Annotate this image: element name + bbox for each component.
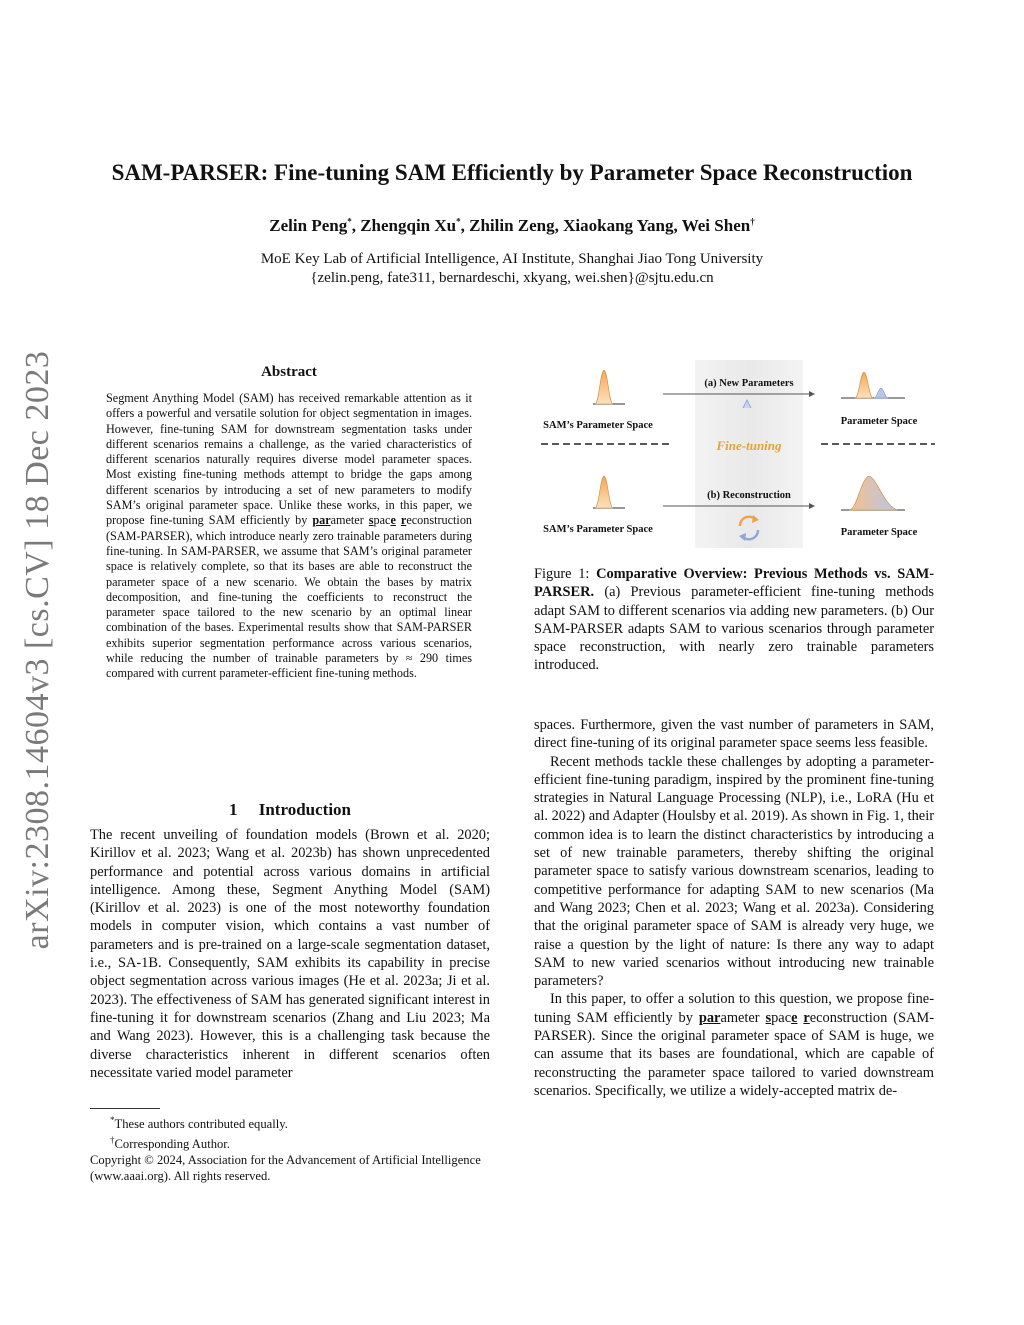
footnote-dagger-mark: †	[110, 1135, 115, 1146]
introduction-text: The recent unveiling of foundation models (Brown et al. 2020; Kirillov et al. 2023; Wang et al. 2023b) has shown unprecedented performance and potential across various domains in artificial intelligence. Among these, Segment Anything Model (SAM) (Kirillov et al. 2023) is one of the most noteworthy foundation models in computer vision, which contains a vast number of parameters and is pre-trained on a large-scale segmentation dataset, i.e., SA-1B. Consequently, SAM exhibits its capability in precise object segmentation across various images (He et al. 2023a; Ji et al. 2023). The effectiveness of SAM has generated significant interest in fine-tuning it for downstream scenarios (Zhang and Liu 2023; Ma and Wang 2023). However, this is a challenging task because the diverse characteristics inherent in different scenarios often necessitate varied model parameter	[90, 827, 490, 1081]
acronym-par: par	[312, 513, 331, 528]
arxiv-identifier	[8, 350, 68, 950]
acronym-e-2: e	[791, 1009, 798, 1026]
paper-title: SAM-PARSER: Fine-tuning SAM Efficiently by Parameter Space Reconstruction	[111, 160, 913, 185]
arxiv-id-text: arXiv:2308.14604v3 [cs.CV] 18 Dec 2023	[19, 350, 56, 950]
abstract-pac: pac	[373, 513, 391, 528]
sam-space-top-label: SAM’s Parameter Space	[543, 420, 653, 431]
param-space-bottom-plot	[841, 476, 905, 510]
paragraph-3	[534, 990, 934, 1100]
section-heading-introduction: 1 Introduction	[228, 800, 351, 819]
p3-ameter: ameter	[720, 1009, 766, 1026]
abstract-part-2: econstruction (SAM-PARSER), which introduce nearly zero trainable parameters during fine-tuning. In SAM-PARSER, we assume that SAM’s original parameter space is relatively complete, so that its bases are able to reconstruct the parameter space of a new scenario. We obtain the bases by matrix decomposition, and fine-tuning the coefficients to reconstruct the parameter space tailored to the new scenario by an optimal linear combination of the bases. Experimental results show that SAM-PARSER exhibits superior segmentation performance across various scenarios, while reducing the number of trainable parameters by ≈ 290 times compared with current parameter-efficient fine-tuning methods.	[106, 513, 473, 681]
figure-1	[533, 360, 937, 555]
author-1: Zelin Peng	[269, 216, 348, 235]
footnote-equal	[90, 1112, 490, 1132]
caption-prefix: Figure 1:	[534, 566, 597, 582]
caption-text: (a) Previous parameter-efficient fine-tuning methods adapt SAM to different scenarios via adding new parameters. (b) Our SAM-PARSER adapts SAM to various scenarios through parameter space reconstruction, with nearly zero trainable parameters introduced.	[534, 584, 934, 674]
equal-contrib-mark-2: *	[456, 216, 461, 227]
sam-space-top-plot	[593, 370, 625, 404]
paragraph-2: Recent methods tackle these challenges by adopting a parameter-efficient fine-tuning paradigm, inspired by the prominent fine-tuning strategies in Natural Language Processing (NLP), i.e., LoRA (Hu et al. 2022) and Adapter (Houlsby et al. 2019). As shown in Fig. 1, their common idea is to learn the distinct characteristics by introducing a set of new trainable parameters, thereby shifting the original parameter space to satisfy various downstream scenarios, leading to competitive performance for adapting SAM to new scenarios (Ma and Wang 2023; Chen et al. 2023; Wang et al. 2023a). Considering that the original parameter space of SAM is already very huge, we raise a question by the light of nature: Is there any way to adapt SAM to new varied scenarios without introducing new trainable parameters?	[534, 753, 934, 990]
abstract-part-1: Segment Anything Model (SAM) has received remarkable attention as it offers a powerful and versatile solution for object segmentation in images. However, fine-tuning SAM for downstream segmentation tasks under different scenarios remains a challenge, as the varied characteristics of different scenarios naturally requires diverse model parameter spaces. Most existing fine-tuning methods attempt to bridge the gaps among different scenarios by introducing a set of new parameters to modify SAM’s original parameter space. Unlike these works, in this paper, we propose fine-tuning SAM efficiently by	[106, 391, 472, 528]
equal-contrib-mark: *	[347, 216, 352, 227]
acronym-s-2: s	[765, 1009, 772, 1026]
acronym-r: r	[400, 513, 407, 528]
acronym-r-2: r	[803, 1009, 810, 1026]
acronym-s: s	[368, 513, 374, 528]
acronym-par-2: par	[698, 1009, 721, 1026]
footnote-corresponding-text: Corresponding Author.	[114, 1137, 230, 1152]
p3-pac: pac	[771, 1009, 792, 1026]
figure-1-caption	[534, 565, 934, 675]
footnote-equal-text: These authors contributed equally.	[114, 1117, 288, 1132]
abstract-ameter: ameter	[330, 513, 369, 528]
p3-part-2: econstruction (SAM-PARSER). Since the original parameter space of SAM is huge, we can assume that its bases are foundational, which are capable of reconstructing the parameter space tailored to varied downstream scenarios. Specifically, we utilize a widely-accepted matrix de-	[534, 1009, 934, 1099]
affiliation-block	[60, 250, 964, 288]
fine-tuning-label: Fine-tuning	[716, 438, 782, 453]
figure-1-diagram	[533, 360, 937, 555]
right-column-text	[534, 716, 934, 1100]
footnote-star-mark: *	[110, 1115, 115, 1125]
label-a-new-parameters: (a) New Parameters	[704, 378, 794, 389]
param-space-top-label: Parameter Space	[840, 416, 918, 427]
abstract-heading: Abstract	[261, 364, 317, 380]
author-list: Zelin Peng*, Zhengqin Xu*, Zhilin Zeng, Xiaokang Yang, Wei Shen†	[269, 216, 755, 235]
sam-space-bottom-plot	[593, 476, 625, 508]
emails: {zelin.peng, fate311, bernardeschi, xkyang, wei.shen}@sjtu.edu.cn	[310, 270, 714, 286]
abstract-text	[106, 391, 472, 682]
copyright-notice: Copyright © 2024, Association for the Advancement of Artificial Intelligence (www.aaai.org). All rights reserved.	[90, 1153, 481, 1184]
footnote-rule	[90, 1108, 160, 1109]
param-space-top-plot	[841, 372, 905, 398]
footnotes	[90, 1112, 490, 1184]
paragraph-1: spaces. Furthermore, given the vast number of parameters in SAM, direct fine-tuning of its original parameter space seems less feasible.	[534, 717, 934, 752]
sam-space-bottom-label: SAM’s Parameter Space	[543, 524, 653, 535]
acronym-e: e	[390, 513, 396, 528]
footnote-corresponding	[90, 1132, 490, 1152]
corresponding-mark: †	[750, 216, 755, 227]
p3-part-1: In this paper, to offer a solution to this question, we propose fine-tuning SAM efficiently by	[534, 991, 934, 1026]
param-space-bottom-label: Parameter Space	[840, 527, 918, 538]
author-2: Zhengqin Xu	[360, 216, 457, 235]
affiliation: MoE Key Lab of Artificial Intelligence, AI Institute, Shanghai Jiao Tong University	[260, 251, 764, 267]
caption-bold: Comparative Overview: Previous Methods vs. SAM-PARSER.	[534, 566, 935, 601]
label-b-reconstruction: (b) Reconstruction	[707, 490, 791, 501]
other-authors: Zhilin Zeng, Xiaokang Yang, Wei Shen	[469, 216, 751, 235]
